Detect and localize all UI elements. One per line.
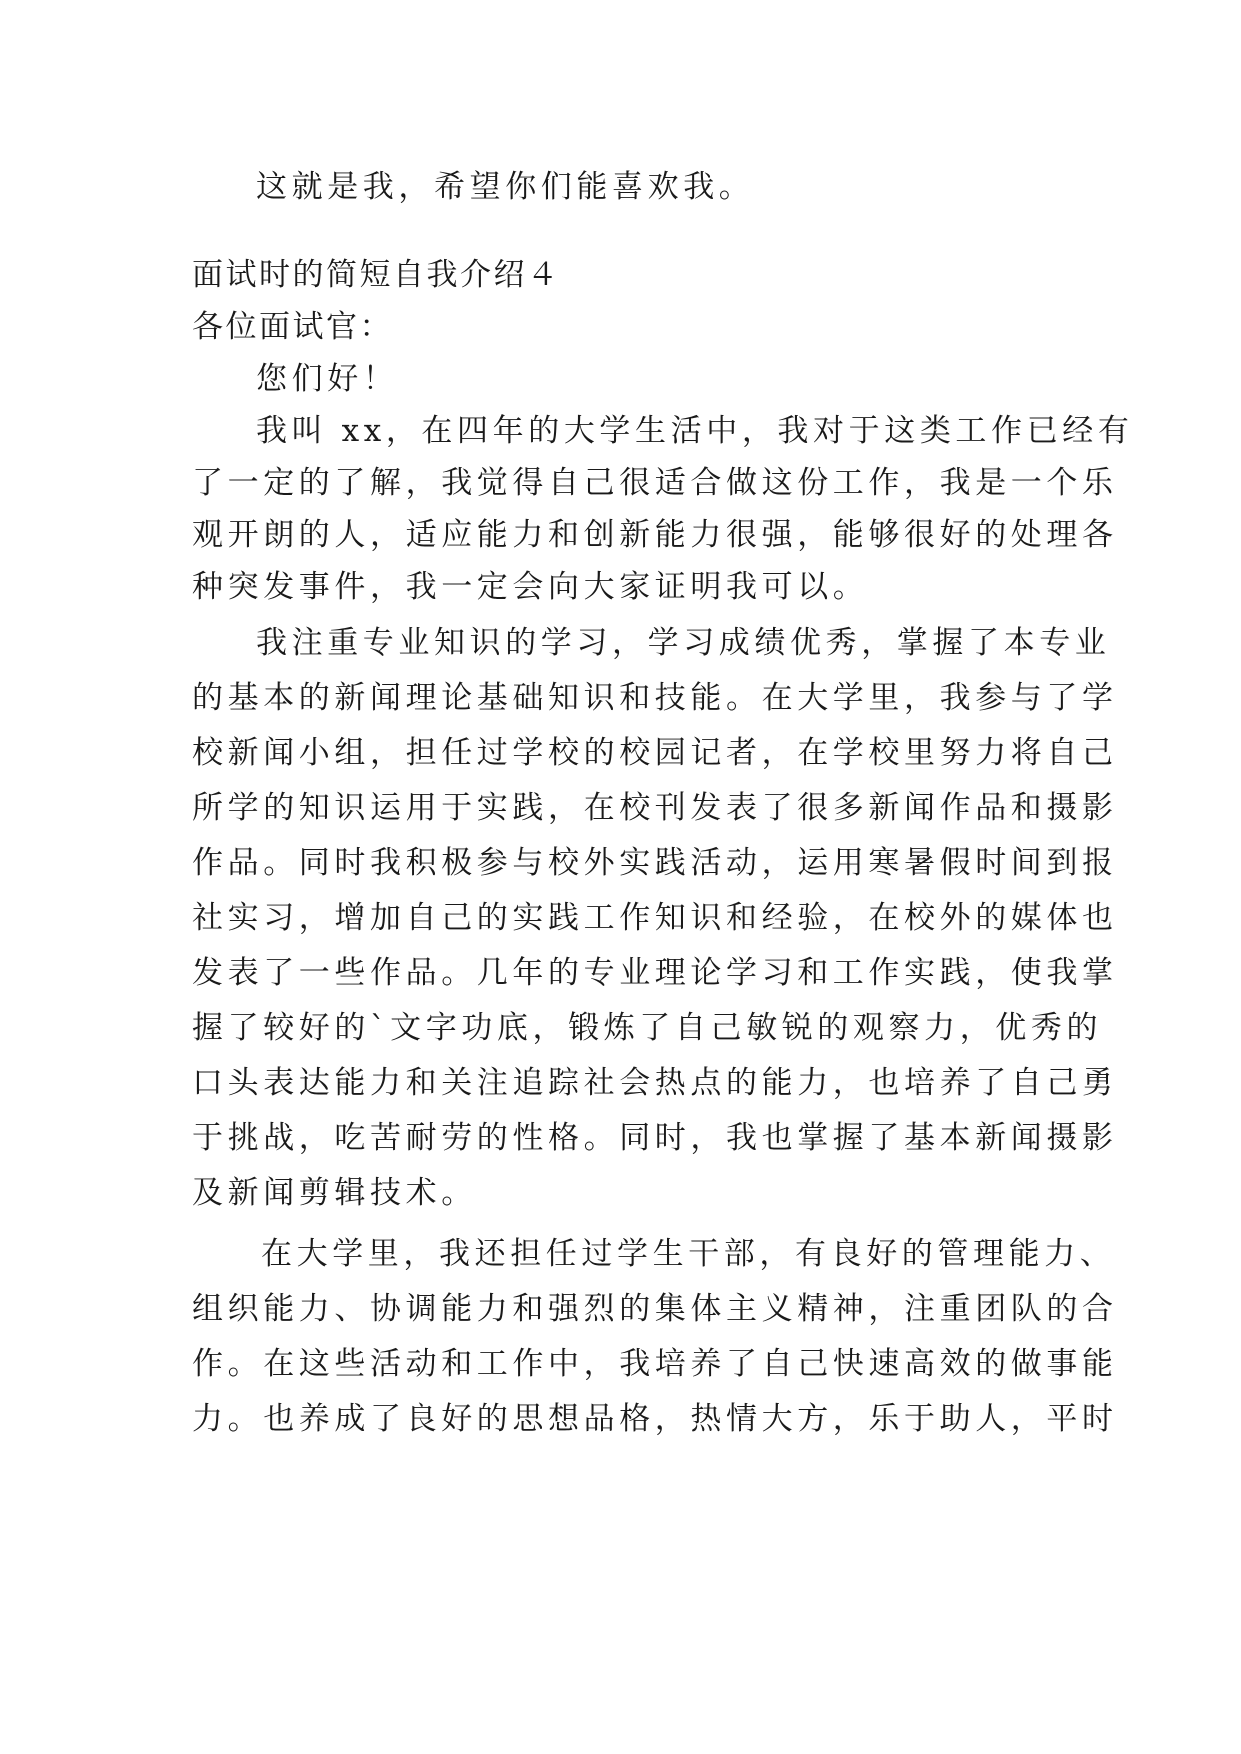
paragraph2-line: 所学的知识运用于实践，在校刊发表了很多新闻作品和摄影 (192, 790, 1118, 826)
paragraph2-line: 于挑战，吃苦耐劳的性格。同时，我也掌握了基本新闻摄影 (192, 1120, 1118, 1156)
paragraph2-line: 口头表达能力和关注追踪社会热点的能力，也培养了自己勇 (192, 1065, 1118, 1101)
paragraph1-line: 观开朗的人，适应能力和创新能力很强，能够很好的处理各 (192, 517, 1118, 553)
paragraph3-line: 在大学里，我还担任过学生干部，有良好的管理能力、 (261, 1236, 1116, 1272)
paragraph2-line: 握了较好的`文字功底，锻炼了自己敏锐的观察力，优秀的 (192, 1010, 1103, 1046)
paragraph2-line: 社实习，增加自己的实践工作知识和经验，在校外的媒体也 (192, 900, 1118, 936)
paragraph3-line: 作。在这些活动和工作中，我培养了自己快速高效的做事能 (192, 1346, 1118, 1382)
section-title: 面试时的简短自我介绍４ (192, 257, 561, 293)
paragraph2-line: 校新闻小组，担任过学校的校园记者，在学校里努力将自己 (192, 735, 1118, 771)
paragraph2-line: 作品。同时我积极参与校外实践活动，运用寒暑假时间到报 (192, 845, 1118, 881)
paragraph1-line: 种突发事件，我一定会向大家证明我可以。 (192, 569, 869, 605)
paragraph2-line: 的基本的新闻理论基础知识和技能。在大学里，我参与了学 (192, 680, 1118, 716)
paragraph1-line: 我叫 xx，在四年的大学生活中，我对于这类工作已经有 (256, 413, 1134, 449)
paragraph2-line: 及新闻剪辑技术。 (192, 1175, 477, 1211)
paragraph3-line: 组织能力、协调能力和强烈的集体主义精神，注重团队的合 (192, 1291, 1118, 1327)
greeting: 您们好！ (256, 361, 399, 397)
paragraph2-line: 发表了一些作品。几年的专业理论学习和工作实践，使我掌 (192, 955, 1118, 991)
paragraph2-line: 我注重专业知识的学习，学习成绩优秀，掌握了本专业 (256, 625, 1111, 661)
paragraph3-line: 力。也养成了良好的思想品格，热情大方，乐于助人，平时 (192, 1401, 1118, 1437)
salutation: 各位面试官： (192, 309, 393, 345)
closing-line: 这就是我，希望你们能喜欢我。 (256, 169, 755, 205)
paragraph1-line: 了一定的了解，我觉得自己很适合做这份工作，我是一个乐 (192, 465, 1118, 501)
